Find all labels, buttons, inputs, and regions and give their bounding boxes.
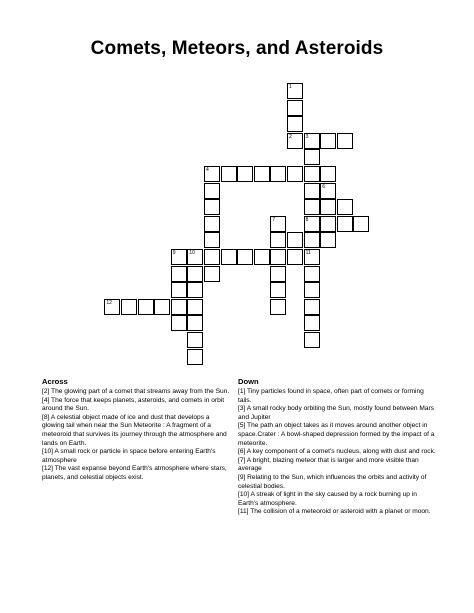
grid-cell[interactable]: [204, 232, 220, 248]
grid-cell[interactable]: [320, 216, 336, 232]
grid-cell[interactable]: [270, 216, 286, 232]
grid-cell[interactable]: [337, 199, 353, 215]
down-heading: Down: [238, 377, 259, 386]
grid-cell[interactable]: [187, 332, 203, 348]
grid-cell[interactable]: [187, 349, 203, 365]
grid-cell[interactable]: [337, 133, 353, 149]
grid-cell[interactable]: [270, 232, 286, 248]
grid-cell[interactable]: [254, 249, 270, 265]
grid-cell[interactable]: [287, 249, 303, 265]
grid-cell[interactable]: [171, 299, 187, 315]
grid-cell[interactable]: [320, 183, 336, 199]
grid-cell[interactable]: [287, 116, 303, 132]
clue-number: 3: [305, 133, 309, 140]
down-clue-5: [5] The path an object takes as it moves around another object in space.Crater : A bowl-shaped depression formed by the impact of a meteorite.: [238, 422, 435, 447]
grid-cell[interactable]: [270, 166, 286, 182]
down-clue-1: [1] Tiny particles found in space, often part of comets or forming tails.: [238, 388, 424, 404]
grid-cell[interactable]: [337, 216, 353, 232]
clue-number: 6: [322, 183, 325, 190]
across-clue-4: [4] The force that keeps planets, asteroids, and comets in orbit around the Sun.: [42, 396, 225, 413]
grid-cell[interactable]: [237, 166, 253, 182]
grid-cell[interactable]: [171, 282, 187, 298]
grid-cell[interactable]: [304, 166, 320, 182]
grid-cell[interactable]: [304, 299, 320, 315]
grid-cell[interactable]: [304, 249, 320, 265]
down-clues: [238, 377, 438, 517]
grid-cell[interactable]: [121, 299, 137, 315]
grid-cell[interactable]: [187, 282, 203, 298]
grid-cell[interactable]: [104, 299, 120, 315]
grid-cell[interactable]: [287, 133, 303, 149]
grid-cell[interactable]: [204, 183, 220, 199]
grid-cell[interactable]: [287, 166, 303, 182]
clue-number: 11: [305, 250, 311, 256]
clue-number: 9: [172, 250, 176, 256]
grid-cell[interactable]: [304, 216, 320, 232]
clue-number: 12: [106, 299, 112, 306]
down-clue-7: [7] A bright, blazing meteor that is larger and more visible than average: [238, 456, 419, 473]
grid-cell[interactable]: [287, 83, 303, 99]
grid-cell[interactable]: [187, 315, 203, 331]
across-clues: [42, 377, 230, 483]
grid-cell[interactable]: [304, 133, 320, 149]
down-clue-11: [11] The collision of a meteoroid or asteroid with a planet or moon.: [238, 508, 431, 516]
grid-cell[interactable]: [270, 282, 286, 298]
grid-cell[interactable]: [204, 249, 220, 265]
clue-number: 8: [305, 216, 309, 223]
grid-cell[interactable]: [304, 332, 320, 348]
grid-cell[interactable]: [304, 266, 320, 282]
grid-cell[interactable]: [204, 199, 220, 215]
grid-cell[interactable]: [353, 216, 369, 232]
grid-cell[interactable]: [221, 249, 237, 265]
grid-cell[interactable]: [304, 149, 320, 165]
grid-cell[interactable]: [171, 249, 187, 265]
grid-cell[interactable]: [187, 266, 203, 282]
clue-number: 4: [206, 167, 209, 173]
grid-cell[interactable]: [221, 166, 237, 182]
grid-cell[interactable]: [138, 299, 154, 315]
grid-cell[interactable]: [254, 166, 270, 182]
clue-number: 2: [289, 133, 292, 140]
clue-number: 7: [272, 216, 276, 223]
grid-cell[interactable]: [304, 232, 320, 248]
grid-cell[interactable]: [320, 232, 336, 248]
grid-cell[interactable]: [171, 266, 187, 282]
grid-cell[interactable]: [154, 299, 170, 315]
grid-cell[interactable]: [187, 299, 203, 315]
across-clue-8: [8] A celestial object made of ice and dust that develops a glowing tail when near the Sun Meteorite : A fragment of a meteoroid that survives its journey through the atmosphere and lands on Earth.: [42, 413, 227, 447]
grid-cell[interactable]: [304, 315, 320, 331]
grid-cell[interactable]: [204, 216, 220, 232]
grid-cell[interactable]: [270, 299, 286, 315]
across-clue-2: [2] The glowing part of a comet that streams away from the Sun.: [42, 388, 230, 395]
across-clue-12: [12] The vast expanse beyond Earth's atmosphere where stars, planets, and celestial objects exist.: [42, 465, 227, 481]
down-clue-10: [10] A streak of light in the sky caused by a rock burning up in Earth's atmosphere.: [238, 491, 417, 507]
grid-cell[interactable]: [204, 266, 220, 282]
grid-cell[interactable]: [204, 166, 220, 182]
down-clue-3: [3] A small rocky body orbiting the Sun, mostly found between Mars and Jupiter: [238, 405, 435, 421]
down-clue-9: [9] Relating to the Sun, which influences the orbits and activity of celestial bodies.: [238, 473, 427, 490]
grid-cell[interactable]: [320, 199, 336, 215]
across-heading: Across: [42, 377, 68, 386]
grid-cell[interactable]: [287, 100, 303, 116]
grid-cell[interactable]: [187, 249, 203, 265]
puzzle-title: Comets, Meteors, and Asteroids: [90, 38, 384, 59]
grid-cell[interactable]: [237, 249, 253, 265]
clue-number: 10: [189, 250, 195, 256]
grid-cell[interactable]: [287, 232, 303, 248]
across-clue-10: [10] A small rock or particle in space before entering Earth's atmosphere: [42, 448, 216, 464]
grid-cell[interactable]: [320, 133, 336, 149]
grid-cell[interactable]: [304, 199, 320, 215]
grid-cell[interactable]: [304, 183, 320, 199]
grid-cell[interactable]: [304, 282, 320, 298]
grid-cell[interactable]: [320, 166, 336, 182]
grid-cell[interactable]: [270, 266, 286, 282]
grid-cell[interactable]: [270, 249, 286, 265]
grid-cell[interactable]: [171, 315, 187, 331]
down-clue-6: [6] A key component of a comet's nucleus, along with dust and rock.: [238, 448, 436, 456]
clue-number: 1: [289, 84, 292, 90]
